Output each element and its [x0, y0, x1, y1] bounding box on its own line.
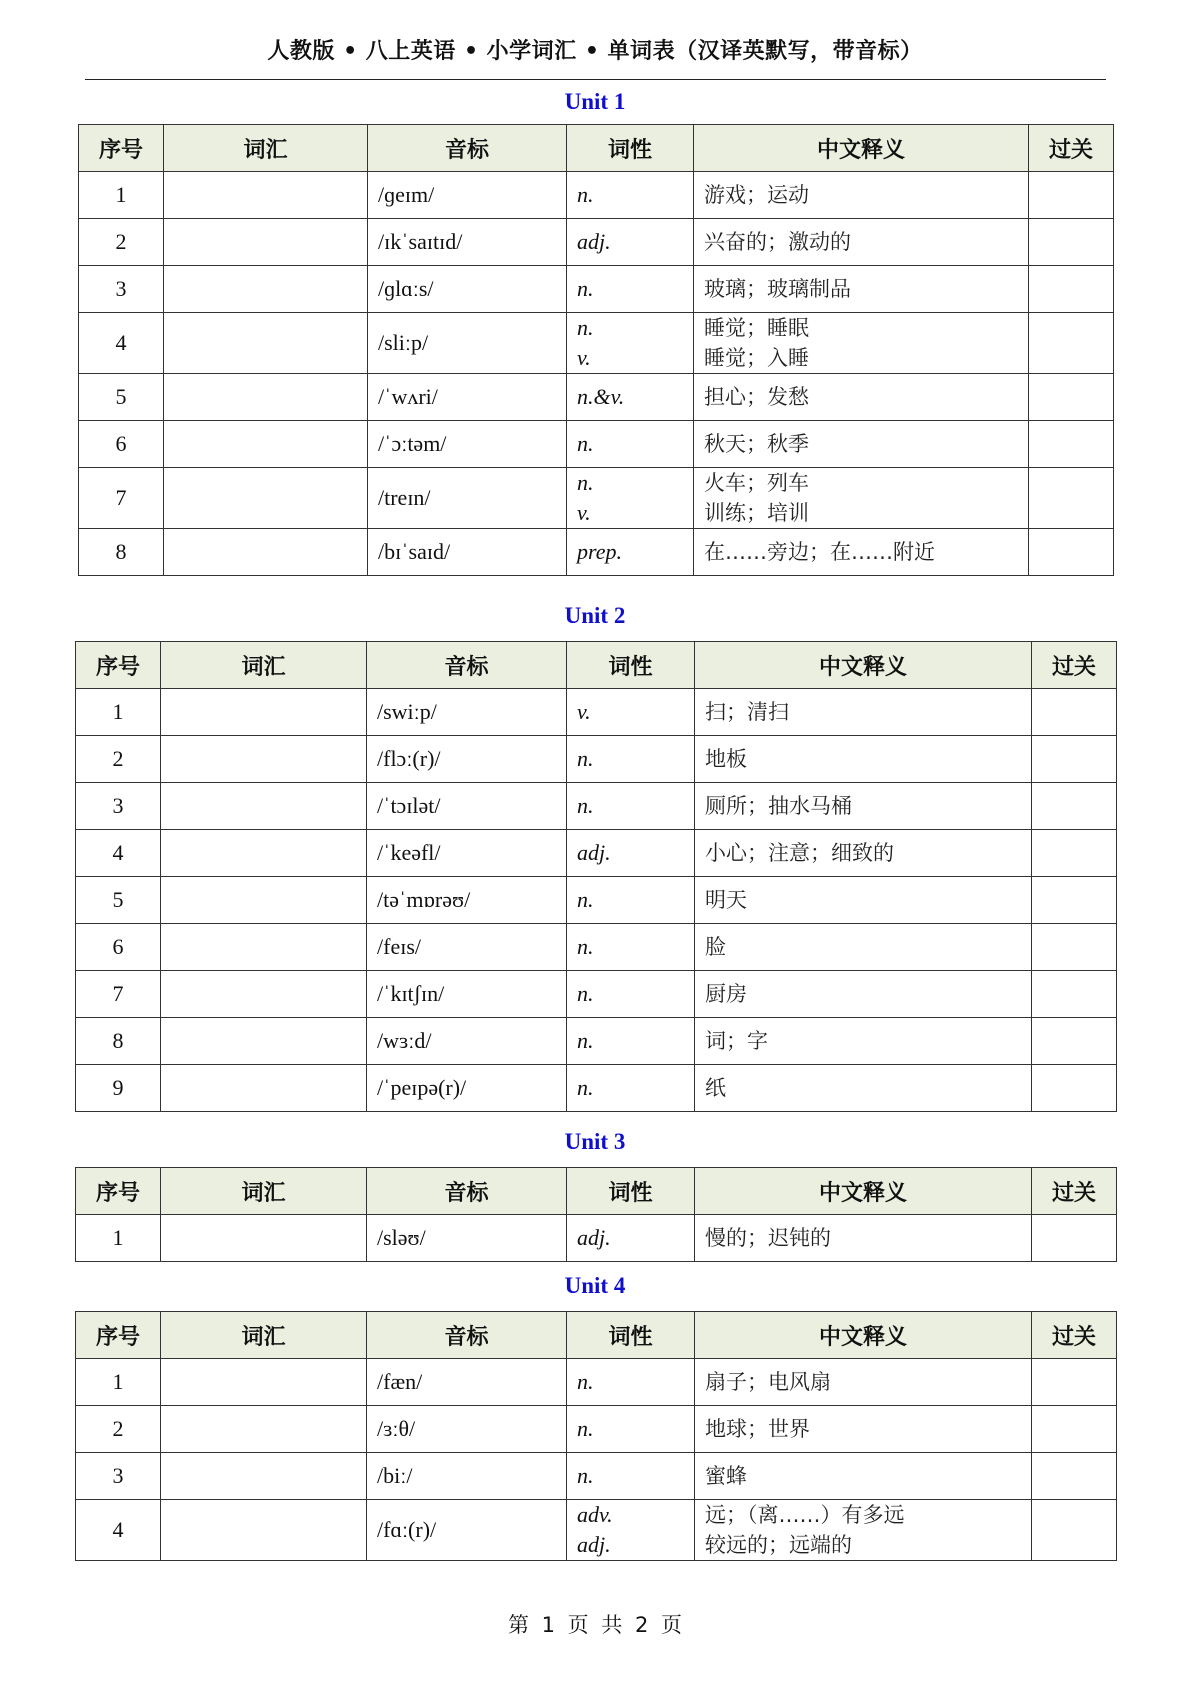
pass-check-cell[interactable]	[1032, 1359, 1117, 1406]
row-number: 5	[79, 374, 164, 421]
chinese-meaning-cell	[694, 529, 1029, 576]
part-of-speech: n.	[577, 470, 594, 495]
part-of-speech-cell	[567, 421, 694, 468]
pass-check-cell[interactable]	[1032, 971, 1117, 1018]
table-row	[79, 266, 1114, 313]
part-of-speech: n.	[577, 887, 594, 912]
chinese-meaning: 词；字	[705, 1029, 768, 1053]
chinese-meaning-cell	[695, 1215, 1032, 1262]
chinese-meaning-cell	[694, 468, 1029, 529]
part-of-speech-cell	[567, 529, 694, 576]
chinese-meaning-cell	[695, 1018, 1032, 1065]
pass-check-cell[interactable]	[1032, 1500, 1117, 1561]
chinese-meaning-cell	[694, 421, 1029, 468]
table-row	[79, 421, 1114, 468]
table-header-row	[76, 642, 1117, 689]
vocab-blank-cell[interactable]	[161, 877, 367, 924]
table-row	[79, 313, 1114, 374]
row-number: 1	[76, 1215, 161, 1262]
row-number: 1	[76, 1359, 161, 1406]
vocab-blank-cell[interactable]	[161, 1359, 367, 1406]
chinese-meaning: 在……旁边；在……附近	[704, 540, 935, 564]
part-of-speech-cell	[567, 736, 695, 783]
number-header: 序号	[76, 1168, 161, 1215]
table-row	[76, 783, 1117, 830]
vocab-blank-cell[interactable]	[164, 172, 368, 219]
table-row	[76, 1500, 1117, 1561]
row-number: 8	[79, 529, 164, 576]
part-of-speech: n.	[577, 1075, 594, 1100]
phonetic-cell: /ɪkˈsaɪtɪd/	[368, 219, 567, 266]
chinese-meaning: 明天	[705, 888, 747, 912]
part-of-speech: n.	[577, 981, 594, 1006]
chinese-meaning: 睡觉；入睡	[704, 346, 809, 370]
vocab-blank-cell[interactable]	[161, 971, 367, 1018]
chinese-meaning-cell	[695, 830, 1032, 877]
part-of-speech: n.	[577, 793, 594, 818]
part-of-speech-cell	[567, 1215, 695, 1262]
part-of-speech-header: 词性	[567, 1312, 695, 1359]
table-row	[76, 1406, 1117, 1453]
phonetic-header: 音标	[367, 1312, 567, 1359]
page-footer: 第 1 页 共 2 页	[507, 1613, 683, 1637]
pass-header: 过关	[1029, 125, 1114, 172]
vocab-blank-cell[interactable]	[161, 830, 367, 877]
vocab-blank-cell[interactable]	[161, 1500, 367, 1561]
pass-check-cell[interactable]	[1032, 1065, 1117, 1112]
chinese-meaning: 纸	[705, 1076, 726, 1100]
vocab-header: 词汇	[161, 642, 367, 689]
chinese-meaning-cell	[694, 266, 1029, 313]
unit-3-table	[75, 1167, 1117, 1262]
part-of-speech-header: 词性	[567, 1168, 695, 1215]
chinese-meaning: 火车；列车	[704, 471, 809, 495]
table-row	[79, 374, 1114, 421]
vocab-blank-cell[interactable]	[161, 689, 367, 736]
pass-check-cell[interactable]	[1029, 529, 1114, 576]
part-of-speech: n.	[577, 315, 594, 340]
chinese-meaning-header: 中文释义	[694, 125, 1029, 172]
chinese-meaning: 扫；清扫	[705, 700, 789, 724]
vocab-blank-cell[interactable]	[164, 266, 368, 313]
phonetic-header: 音标	[368, 125, 567, 172]
table-row	[76, 971, 1117, 1018]
table-row	[79, 219, 1114, 266]
chinese-meaning: 秋天；秋季	[704, 432, 809, 456]
part-of-speech: n.	[577, 1463, 594, 1488]
part-of-speech-cell	[567, 1500, 695, 1561]
vocab-blank-cell[interactable]	[161, 1018, 367, 1065]
phonetic-cell: /təˈmɒrəʊ/	[367, 877, 567, 924]
row-number: 9	[76, 1065, 161, 1112]
row-number: 7	[79, 468, 164, 529]
part-of-speech: n.	[577, 276, 594, 301]
part-of-speech: v.	[577, 345, 591, 370]
part-of-speech: v.	[577, 699, 591, 724]
table-row	[76, 830, 1117, 877]
chinese-meaning-cell	[695, 783, 1032, 830]
part-of-speech-cell	[567, 924, 695, 971]
unit-2-table	[75, 641, 1117, 1112]
vocab-blank-cell[interactable]	[161, 1453, 367, 1500]
vocab-blank-cell[interactable]	[161, 1406, 367, 1453]
unit-1-title: Unit 1	[564, 89, 626, 114]
vocab-blank-cell[interactable]	[164, 468, 368, 529]
table-header-row	[79, 125, 1114, 172]
part-of-speech: n.	[577, 746, 594, 771]
table-row	[76, 877, 1117, 924]
phonetic-cell: /ˈkeəfl/	[367, 830, 567, 877]
part-of-speech: adj.	[577, 1532, 611, 1557]
part-of-speech: n.&v.	[577, 384, 625, 409]
chinese-meaning: 地球；世界	[705, 1417, 810, 1441]
chinese-meaning-cell	[694, 313, 1029, 374]
part-of-speech-header: 词性	[567, 125, 694, 172]
table-row	[76, 1453, 1117, 1500]
pass-check-cell[interactable]	[1029, 468, 1114, 529]
chinese-meaning: 训练；培训	[704, 501, 809, 525]
pass-check-cell[interactable]	[1032, 1018, 1117, 1065]
chinese-meaning-cell	[695, 877, 1032, 924]
unit-4-table	[75, 1311, 1117, 1561]
chinese-meaning: 较远的；远端的	[705, 1533, 852, 1557]
phonetic-cell: /treɪn/	[368, 468, 567, 529]
vocab-blank-cell[interactable]	[161, 1215, 367, 1262]
phonetic-cell: /ˈpeɪpə(r)/	[367, 1065, 567, 1112]
table-row	[76, 1018, 1117, 1065]
chinese-meaning-cell	[694, 172, 1029, 219]
vocab-blank-cell[interactable]	[161, 924, 367, 971]
part-of-speech-cell	[567, 468, 694, 529]
chinese-meaning-cell	[695, 1406, 1032, 1453]
part-of-speech: n.	[577, 1028, 594, 1053]
pass-check-cell[interactable]	[1032, 783, 1117, 830]
pass-header: 过关	[1032, 1168, 1117, 1215]
pass-check-cell[interactable]	[1032, 689, 1117, 736]
part-of-speech-cell	[567, 971, 695, 1018]
table-row	[76, 1359, 1117, 1406]
phonetic-header: 音标	[367, 1168, 567, 1215]
phonetic-cell: /ˈwʌri/	[368, 374, 567, 421]
vocab-header: 词汇	[161, 1168, 367, 1215]
row-number: 3	[76, 783, 161, 830]
chinese-meaning-cell	[695, 736, 1032, 783]
row-number: 3	[79, 266, 164, 313]
vocab-blank-cell[interactable]	[164, 421, 368, 468]
part-of-speech-header: 词性	[567, 642, 695, 689]
chinese-meaning: 兴奋的；激动的	[704, 230, 851, 254]
vocab-blank-cell[interactable]	[161, 736, 367, 783]
row-number: 4	[79, 313, 164, 374]
row-number: 6	[79, 421, 164, 468]
number-header: 序号	[79, 125, 164, 172]
pass-check-cell[interactable]	[1032, 830, 1117, 877]
table-row	[76, 1065, 1117, 1112]
chinese-meaning: 担心；发愁	[704, 385, 809, 409]
phonetic-cell: /ɡlɑːs/	[368, 266, 567, 313]
chinese-meaning-header: 中文释义	[695, 1168, 1032, 1215]
phonetic-cell: /bɪˈsaɪd/	[368, 529, 567, 576]
vocab-blank-cell[interactable]	[161, 783, 367, 830]
table-row	[76, 736, 1117, 783]
chinese-meaning-cell	[695, 1453, 1032, 1500]
phonetic-cell: /ɜːθ/	[367, 1406, 567, 1453]
chinese-meaning: 厨房	[705, 982, 747, 1006]
chinese-meaning: 游戏；运动	[704, 183, 809, 207]
part-of-speech-cell	[567, 1018, 695, 1065]
pass-check-cell[interactable]	[1032, 736, 1117, 783]
unit-2-title: Unit 2	[564, 603, 626, 628]
chinese-meaning: 厕所；抽水马桶	[705, 794, 852, 818]
pass-check-cell[interactable]	[1029, 313, 1114, 374]
table-row	[76, 1215, 1117, 1262]
pass-check-cell[interactable]	[1029, 374, 1114, 421]
table-row	[79, 468, 1114, 529]
row-number: 2	[76, 736, 161, 783]
part-of-speech-cell	[567, 266, 694, 313]
row-number: 4	[76, 1500, 161, 1561]
pass-header: 过关	[1032, 642, 1117, 689]
document-title: 人教版 • 八上英语 • 小学词汇 • 单词表（汉译英默写，带音标）	[267, 39, 923, 64]
part-of-speech-cell	[567, 783, 695, 830]
phonetic-header: 音标	[367, 642, 567, 689]
vocab-header: 词汇	[161, 1312, 367, 1359]
chinese-meaning: 睡觉；睡眠	[704, 316, 809, 340]
title-divider	[85, 79, 1106, 80]
pass-check-cell[interactable]	[1032, 877, 1117, 924]
pass-check-cell[interactable]	[1032, 1453, 1117, 1500]
row-number: 3	[76, 1453, 161, 1500]
pass-check-cell[interactable]	[1032, 1215, 1117, 1262]
part-of-speech: prep.	[577, 539, 623, 564]
number-header: 序号	[76, 1312, 161, 1359]
part-of-speech-cell	[567, 219, 694, 266]
part-of-speech: n.	[577, 1369, 594, 1394]
chinese-meaning-cell	[695, 689, 1032, 736]
part-of-speech-cell	[567, 1406, 695, 1453]
row-number: 6	[76, 924, 161, 971]
phonetic-cell: /wɜːd/	[367, 1018, 567, 1065]
phonetic-cell: /flɔː(r)/	[367, 736, 567, 783]
part-of-speech: adj.	[577, 840, 611, 865]
row-number: 5	[76, 877, 161, 924]
part-of-speech-cell	[567, 374, 694, 421]
pass-check-cell[interactable]	[1029, 219, 1114, 266]
chinese-meaning: 扇子；电风扇	[705, 1370, 831, 1394]
vocab-blank-cell[interactable]	[164, 313, 368, 374]
table-row	[79, 172, 1114, 219]
vocab-blank-cell[interactable]	[161, 1065, 367, 1112]
pass-check-cell[interactable]	[1029, 266, 1114, 313]
chinese-meaning: 玻璃；玻璃制品	[704, 277, 851, 301]
table-header-row	[76, 1168, 1117, 1215]
part-of-speech: adj.	[577, 1225, 611, 1250]
part-of-speech: n.	[577, 1416, 594, 1441]
row-number: 8	[76, 1018, 161, 1065]
row-number: 2	[76, 1406, 161, 1453]
chinese-meaning: 蜜蜂	[705, 1464, 747, 1488]
part-of-speech: n.	[577, 182, 594, 207]
pass-header: 过关	[1032, 1312, 1117, 1359]
chinese-meaning: 慢的；迟钝的	[705, 1226, 831, 1250]
pass-check-cell[interactable]	[1029, 421, 1114, 468]
pass-check-cell[interactable]	[1032, 1406, 1117, 1453]
chinese-meaning-cell	[695, 971, 1032, 1018]
phonetic-cell: /fæn/	[367, 1359, 567, 1406]
part-of-speech: adj.	[577, 229, 611, 254]
row-number: 2	[79, 219, 164, 266]
row-number: 1	[79, 172, 164, 219]
phonetic-cell: /ˈɔːtəm/	[368, 421, 567, 468]
part-of-speech-cell	[567, 1453, 695, 1500]
phonetic-cell: /ˈkɪtʃɪn/	[367, 971, 567, 1018]
part-of-speech-cell	[567, 830, 695, 877]
vocab-blank-cell[interactable]	[164, 374, 368, 421]
chinese-meaning-cell	[695, 1359, 1032, 1406]
phonetic-cell: /feɪs/	[367, 924, 567, 971]
row-number: 1	[76, 689, 161, 736]
part-of-speech-cell	[567, 1359, 695, 1406]
pass-check-cell[interactable]	[1029, 172, 1114, 219]
unit-3-title: Unit 3	[564, 1129, 626, 1154]
table-row	[76, 689, 1117, 736]
chinese-meaning-cell	[695, 1500, 1032, 1561]
row-number: 4	[76, 830, 161, 877]
chinese-meaning: 地板	[705, 747, 747, 771]
phonetic-cell: /swiːp/	[367, 689, 567, 736]
pass-check-cell[interactable]	[1032, 924, 1117, 971]
part-of-speech-cell	[567, 877, 695, 924]
unit-4-title: Unit 4	[564, 1273, 626, 1298]
chinese-meaning-header: 中文释义	[695, 642, 1032, 689]
chinese-meaning: 小心；注意；细致的	[705, 841, 894, 865]
part-of-speech-cell	[567, 1065, 695, 1112]
part-of-speech: adv.	[577, 1502, 613, 1527]
chinese-meaning-cell	[694, 374, 1029, 421]
vocab-blank-cell[interactable]	[164, 529, 368, 576]
phonetic-cell: /biː/	[367, 1453, 567, 1500]
table-row	[76, 924, 1117, 971]
chinese-meaning-cell	[695, 1065, 1032, 1112]
part-of-speech-cell	[567, 313, 694, 374]
part-of-speech-cell	[567, 689, 695, 736]
part-of-speech: n.	[577, 431, 594, 456]
phonetic-cell: /ɡeɪm/	[368, 172, 567, 219]
row-number: 7	[76, 971, 161, 1018]
vocab-blank-cell[interactable]	[164, 219, 368, 266]
number-header: 序号	[76, 642, 161, 689]
unit-1-table	[78, 124, 1114, 576]
chinese-meaning-header: 中文释义	[695, 1312, 1032, 1359]
chinese-meaning-cell	[695, 924, 1032, 971]
phonetic-cell: /fɑː(r)/	[367, 1500, 567, 1561]
part-of-speech: v.	[577, 500, 591, 525]
table-header-row	[76, 1312, 1117, 1359]
vocab-header: 词汇	[164, 125, 368, 172]
table-row	[79, 529, 1114, 576]
phonetic-cell: /sliːp/	[368, 313, 567, 374]
phonetic-cell: /sləʊ/	[367, 1215, 567, 1262]
part-of-speech: n.	[577, 934, 594, 959]
chinese-meaning-cell	[694, 219, 1029, 266]
chinese-meaning: 远；（离……）有多远	[705, 1503, 905, 1527]
part-of-speech-cell	[567, 172, 694, 219]
chinese-meaning: 脸	[705, 935, 726, 959]
phonetic-cell: /ˈtɔɪlət/	[367, 783, 567, 830]
